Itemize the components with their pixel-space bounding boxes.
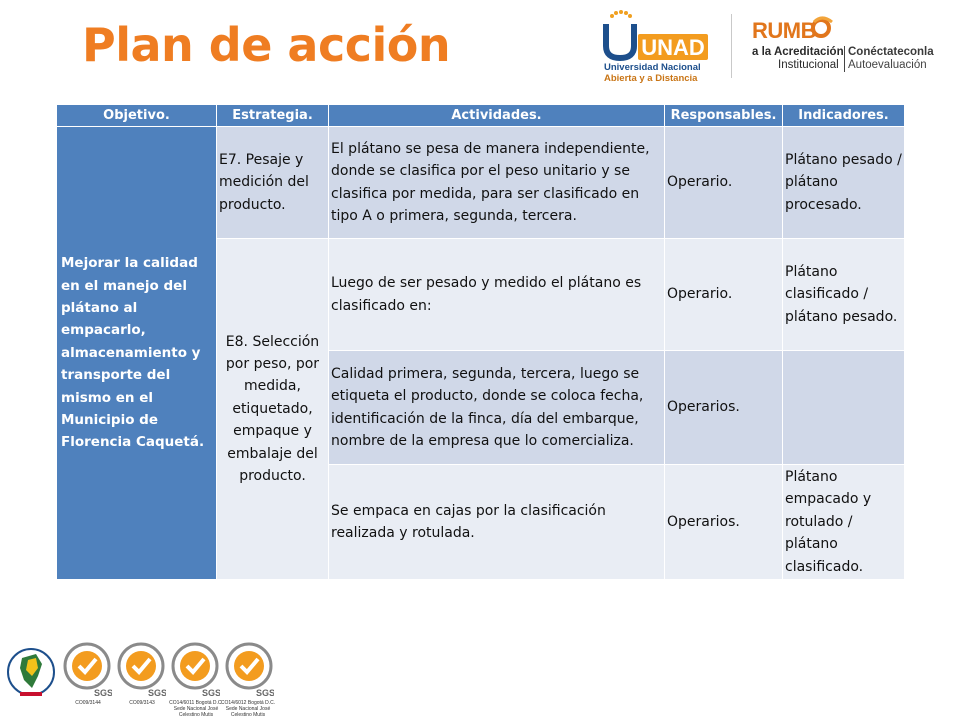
sgs-seal: [116, 642, 166, 714]
indicator-cell: [783, 351, 905, 465]
logo-divider: [731, 14, 732, 78]
sgs-seal: [62, 642, 112, 714]
activity-cell: Luego de ser pesado y medido el plátano es clasificado en:: [329, 239, 665, 351]
strategy-cell-e7: E7. Pesaje y medición del producto.: [217, 127, 329, 239]
objective-cell: Mejorar la calidad en el manejo del plátano al empacarlo, almacenamiento y transporte del mismo en el Municipio de Florencia Caquetá.: [57, 127, 217, 580]
responsible-cell: Operario.: [665, 239, 783, 351]
colombia-map-seal-icon: [6, 642, 56, 714]
rumbo-separator: [844, 46, 845, 72]
header-activities: Actividades.: [329, 105, 665, 127]
sgs-seal: [220, 642, 276, 718]
indicator-cell: Plátano empacado y rotulado / plátano clasificado.: [783, 465, 905, 580]
unad-line-2: Abierta y a Distancia: [604, 73, 698, 84]
sgs-seal: [169, 642, 223, 718]
activity-cell: El plátano se pesa de manera independiente, donde se clasifica por el peso unitario y se clasifica por medida, para ser clasificado en tipo A o primera, segunda, tercera.: [329, 127, 665, 239]
sgs-certification-seal-icon: [116, 642, 166, 700]
strategy-cell-e8: E8. Selección por peso, por medida, etiquetado, empaque y embalaje del producto.: [217, 239, 329, 580]
responsible-cell: Operarios.: [665, 465, 783, 580]
seal-caption: CO14/6012 Bogotá D.C. Sede Nacional José Celestino Mutis: [220, 700, 276, 718]
table-header-row: [57, 105, 905, 127]
indicator-cell: Plátano clasificado / plátano pesado.: [783, 239, 905, 351]
page-title: Plan de acción: [82, 18, 451, 72]
header-responsible: Responsables.: [665, 105, 783, 127]
table-row: [57, 127, 905, 239]
rumbo-line-4: Autoevaluación: [848, 59, 927, 71]
rumbo-line-2: Institucional: [778, 59, 839, 71]
rumbo-acreditacion-logo: [752, 16, 942, 76]
unad-word: UNAD: [641, 35, 705, 60]
svg-text:SGS: SGS: [148, 688, 166, 698]
unad-line-1: Universidad Nacional: [604, 62, 701, 73]
seal-caption: CO09/3144: [75, 700, 101, 706]
svg-text:SGS: SGS: [202, 688, 220, 698]
rumbo-word: RUMB: [752, 18, 816, 43]
activity-cell: Se empaca en cajas por la clasificación realizada y rotulada.: [329, 465, 665, 580]
svg-text:SGS: SGS: [256, 688, 274, 698]
header-strategy: Estrategia.: [217, 105, 329, 127]
indicator-cell: Plátano pesado / plátano procesado.: [783, 127, 905, 239]
sgs-certification-seal-icon: [62, 642, 112, 700]
rumbo-swirl-icon: [810, 16, 834, 38]
header-objective: Objetivo.: [57, 105, 217, 127]
activity-cell: Calidad primera, segunda, tercera, luego se etiqueta el producto, donde se coloca fecha, identificación de la finca, día del embarque, nombre de la empresa que lo comercializa.: [329, 351, 665, 465]
unad-logo: [600, 6, 710, 86]
header-indicators: Indicadores.: [783, 105, 905, 127]
action-plan-table: [56, 104, 905, 580]
responsible-cell: Operario.: [665, 127, 783, 239]
responsible-cell: Operarios.: [665, 351, 783, 465]
rumbo-line-3: Conéctateconla: [848, 46, 934, 58]
unad-logo-mark-icon: [600, 10, 710, 66]
rumbo-line-1: a la Acreditación: [752, 46, 844, 58]
sgs-certification-seal-icon: [170, 642, 220, 700]
seal-caption: CO14/6011 Bogotá D.C. Sede Nacional José Celestino Mutis: [169, 700, 223, 718]
svg-text:SGS: SGS: [94, 688, 112, 698]
sgs-certification-seal-icon: [224, 642, 274, 700]
seal-caption: CO09/3143: [129, 700, 155, 706]
certification-seals: [6, 642, 276, 720]
